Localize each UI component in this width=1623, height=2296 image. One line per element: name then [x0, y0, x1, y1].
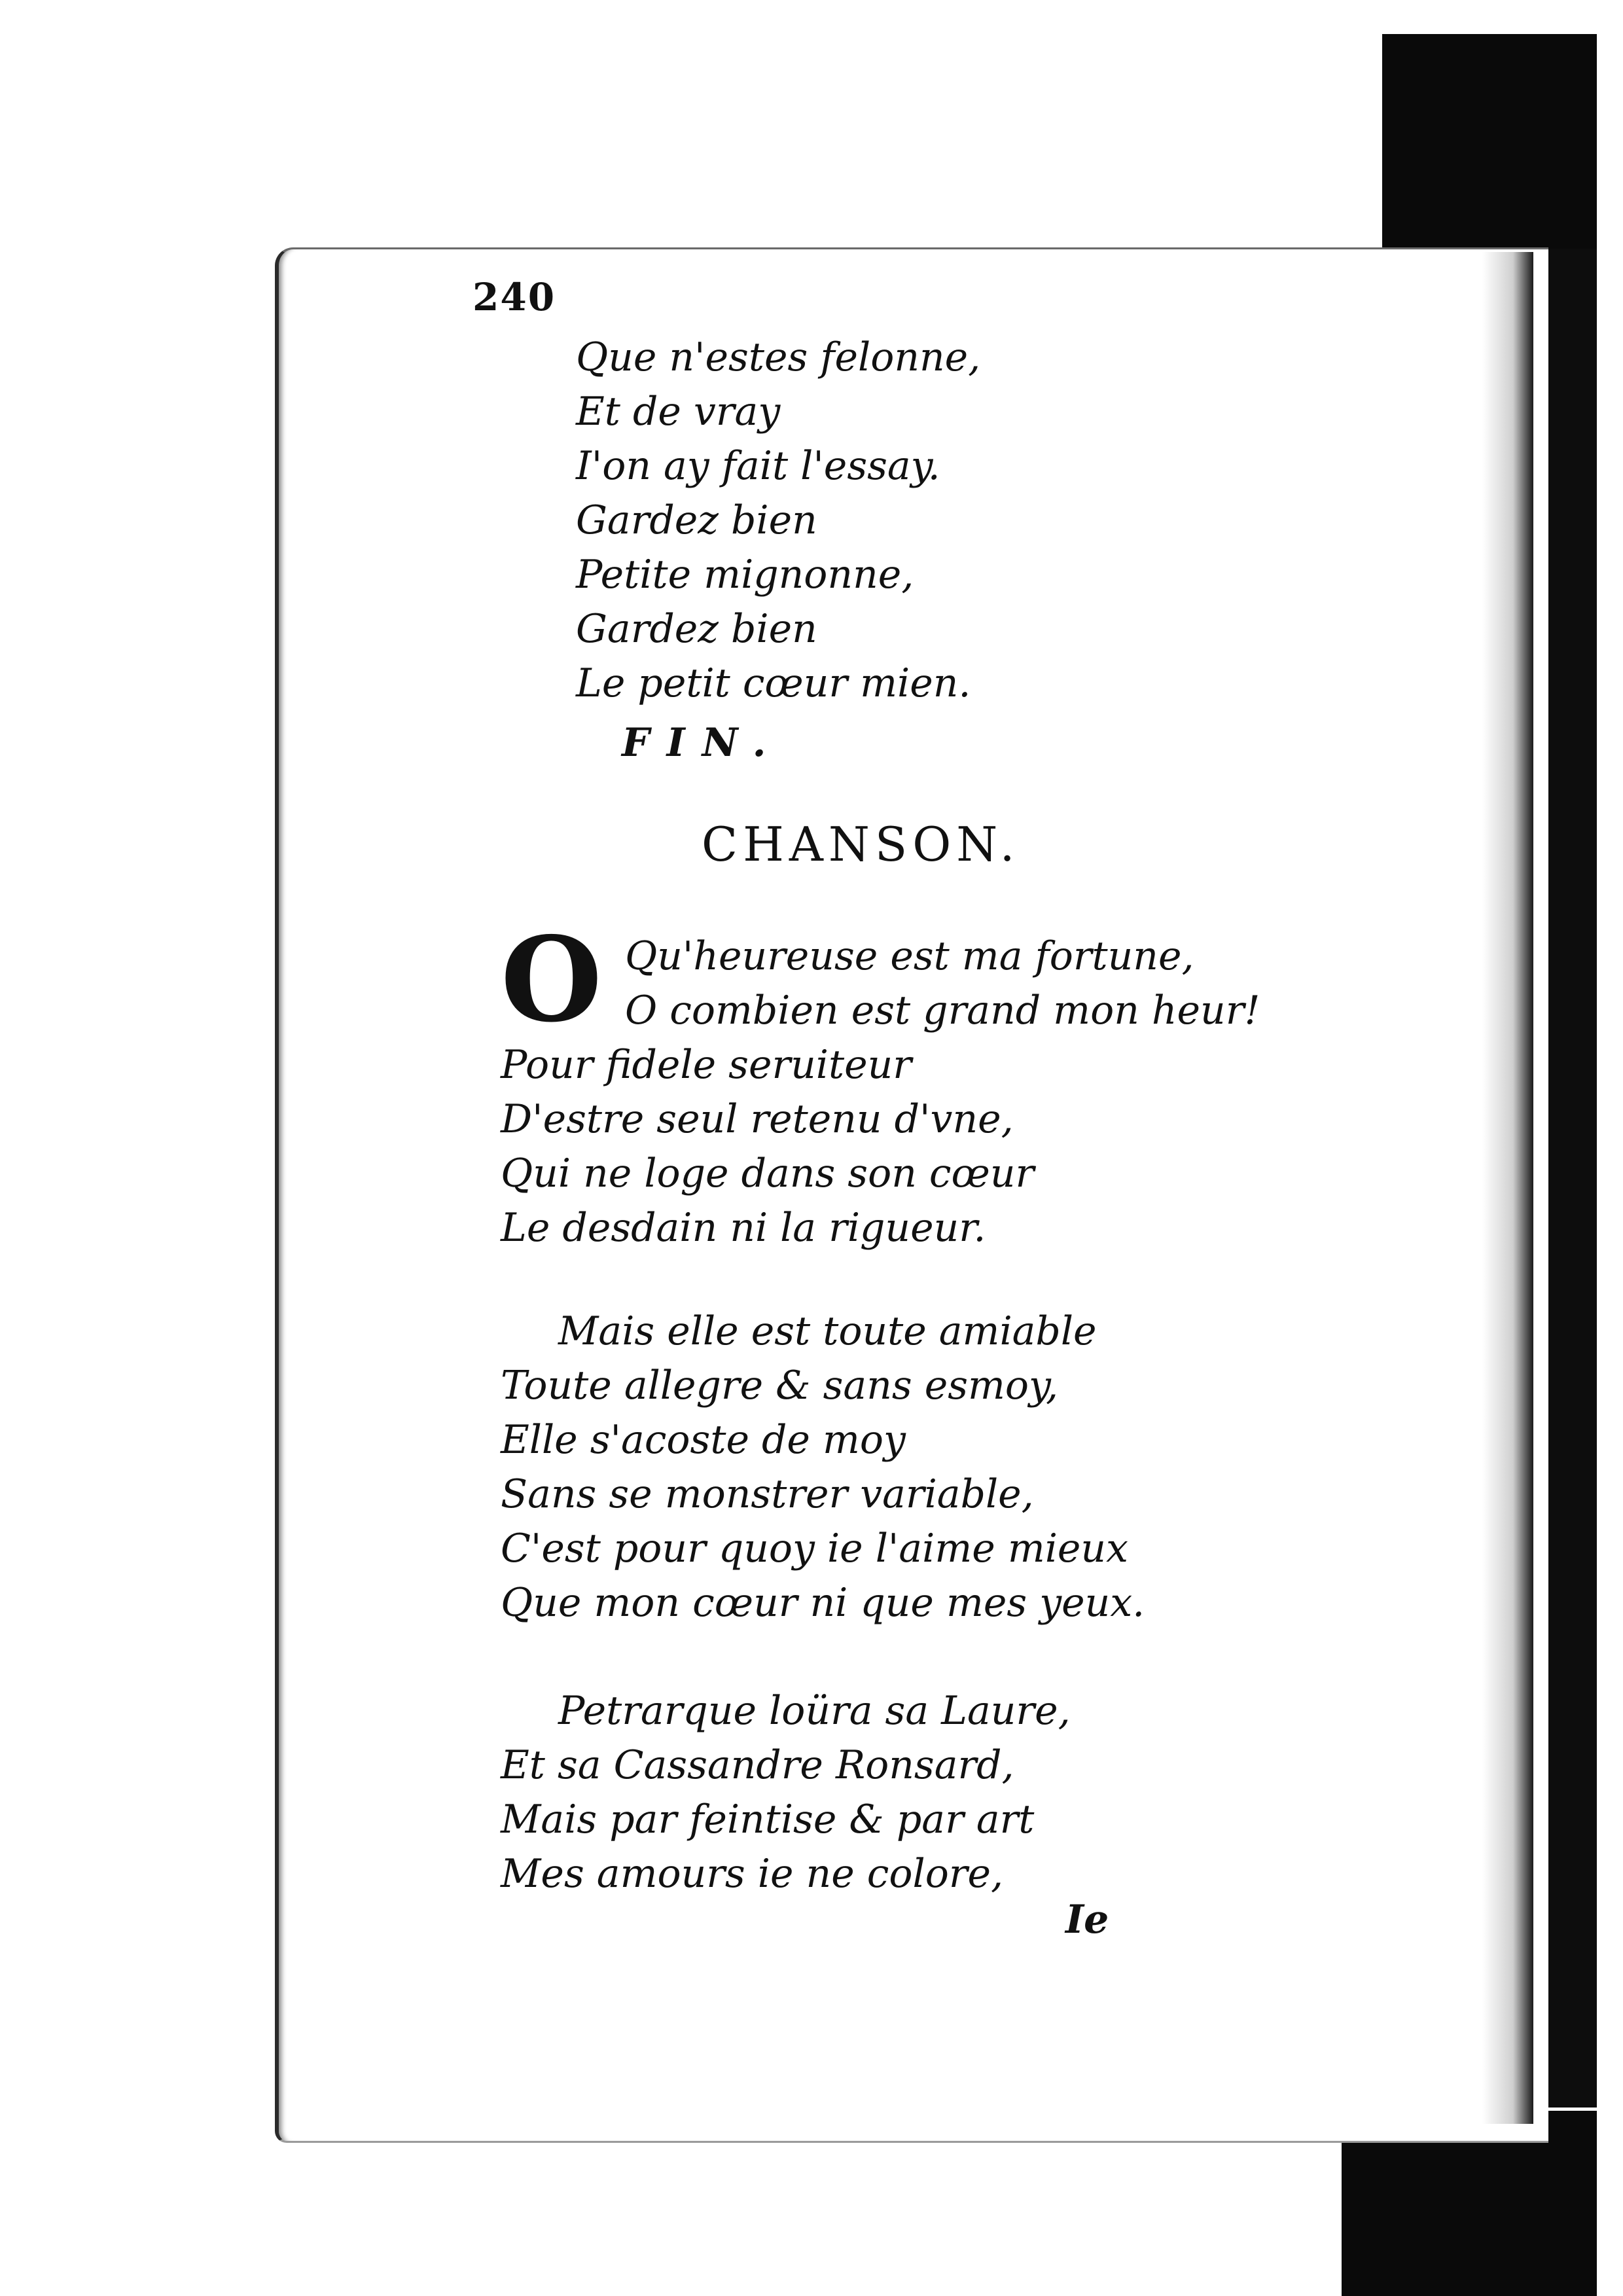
scan-dark-edge-top: [1382, 34, 1597, 257]
verse-line: Et de vray: [576, 389, 781, 435]
verse-line: Petrarque loüra sa Laure,: [558, 1688, 1071, 1734]
verse-line: Le desdain ni la rigueur.: [501, 1205, 986, 1251]
page-number: 240: [473, 275, 556, 319]
verse-line: Qui ne loge dans son cœur: [501, 1151, 1035, 1196]
verse-line: Toute allegre & sans esmoy,: [501, 1363, 1059, 1408]
verse-line: Gardez bien: [576, 606, 817, 652]
verse-line: Petite mignonne,: [576, 552, 914, 598]
fin-mark: FIN.: [622, 720, 783, 766]
stanza-2: [501, 1304, 1145, 1630]
verse-line: Qu'heureuse est ma fortune,: [625, 933, 1194, 979]
stanza-3: [501, 1684, 1071, 1901]
drop-cap: O: [501, 911, 603, 1048]
verse-line: Et sa Cassandre Ronsard,: [501, 1742, 1014, 1788]
verse-line: D'estre seul retenu d'vne,: [501, 1096, 1014, 1142]
verse-line: C'est pour quoy ie l'aime mieux: [501, 1526, 1128, 1571]
verse-line: Mais par feintise & par art: [501, 1797, 1035, 1842]
verse-line: Pour fidele seruiteur: [501, 1042, 912, 1088]
verse-line: I'on ay fait l'essay.: [576, 443, 940, 489]
verse-line: Mais elle est toute amiable: [558, 1308, 1097, 1354]
verse-line: Sans se monstrer variable,: [501, 1471, 1034, 1517]
verse-line: Mes amours ie ne colore,: [501, 1851, 1004, 1897]
verse-line: Que n'estes felonne,: [576, 334, 981, 380]
verse-line: Le petit cœur mien.: [576, 660, 971, 706]
stanza-1: [501, 911, 1260, 1255]
catchword: Ie: [1065, 1897, 1109, 1943]
drop-cap-lines: [625, 929, 1260, 1038]
verse-line: Elle s'acoste de moy: [501, 1417, 906, 1463]
verse-line: O combien est grand mon heur!: [625, 988, 1260, 1033]
drop-cap-row: [501, 911, 1260, 1048]
page-gutter-shadow: [1482, 252, 1533, 2124]
previous-verse: [576, 331, 980, 711]
verse-line: Que mon cœur ni que mes yeux.: [501, 1580, 1145, 1626]
verse-line: Gardez bien: [576, 497, 817, 543]
song-title: CHANSON.: [702, 817, 1020, 872]
